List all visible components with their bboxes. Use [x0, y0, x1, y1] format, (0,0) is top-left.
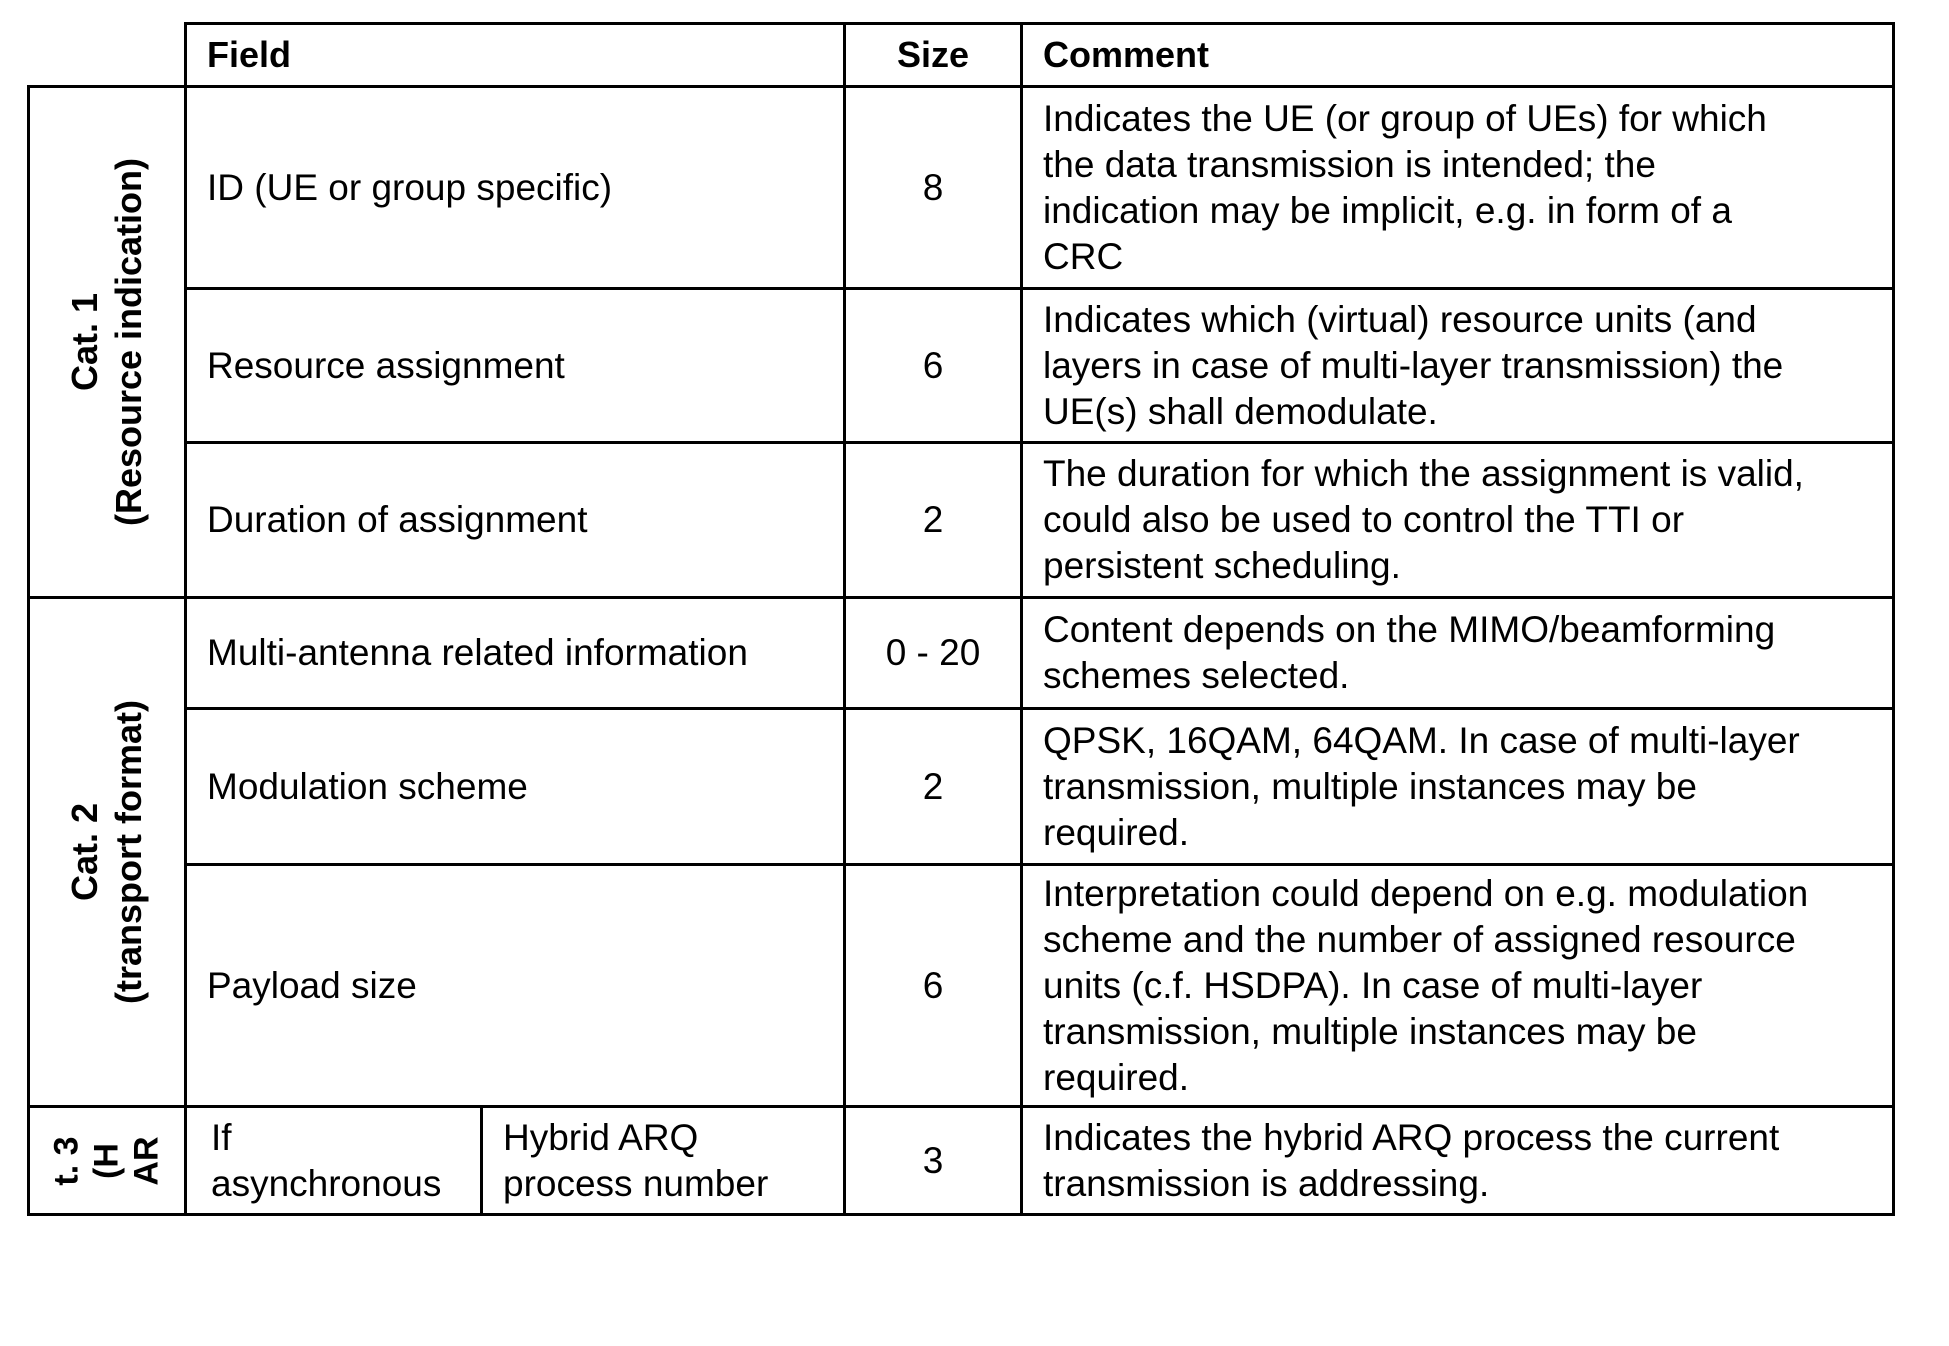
row-7-condition	[184, 1105, 483, 1216]
row-5-size	[843, 707, 1023, 866]
row-4-size	[843, 596, 1023, 710]
field-name: Multi-antenna related information	[207, 632, 748, 673]
row-2-comment	[1020, 287, 1895, 444]
field-name: Duration of assignment	[207, 499, 588, 540]
field-size: 3	[922, 1139, 944, 1181]
field-comment: The duration for which the assignment is valid, could also be used to control the TTI or persistent scheduling.	[1043, 453, 1804, 586]
row-5-comment	[1020, 707, 1895, 866]
row-2-size	[843, 287, 1023, 444]
field-size: 0 - 20	[885, 632, 981, 673]
row-7-comment	[1020, 1105, 1895, 1216]
field-size: 2	[922, 499, 944, 540]
header-field	[184, 22, 846, 88]
field-comment: Indicates which (virtual) resource units (and layers in case of multi-layer transmission) the UE(s) shall demodulate.	[1043, 298, 1784, 432]
row-3-field	[184, 441, 846, 599]
field-comment: QPSK, 16QAM, 64QAM. In case of multi-layer transmission, multiple instances may be required.	[1043, 719, 1800, 853]
row-5-field	[184, 707, 846, 866]
row-1-comment	[1020, 85, 1895, 290]
category-2-cell	[27, 596, 187, 1108]
category-3-label: t. 3 (H AR	[48, 1135, 166, 1186]
field-comment: Interpretation could depend on e.g. modulation scheme and the number of assigned resource units (c.f. HSDPA). In case of multi-layer transmission, multiple instances may be required.	[1043, 872, 1809, 1098]
field-size: 6	[922, 344, 944, 386]
row-7-size	[843, 1105, 1023, 1216]
header-field-label: Field	[207, 34, 292, 75]
category-3-cell	[27, 1105, 187, 1216]
row-4-field	[184, 596, 846, 710]
row-7-field	[480, 1105, 846, 1216]
field-condition: If asynchronous	[211, 1116, 442, 1204]
field-name: ID (UE or group specific)	[207, 166, 613, 208]
row-1-field	[184, 85, 846, 290]
field-name: Resource assignment	[207, 344, 565, 386]
field-name: Modulation scheme	[207, 765, 528, 807]
row-2-field	[184, 287, 846, 444]
row-4-comment	[1020, 596, 1895, 710]
header-size	[843, 22, 1023, 88]
field-comment: Indicates the UE (or group of UEs) for which the data transmission is intended; the indication may be implicit, e.g. in form of a CRC	[1043, 97, 1767, 277]
header-size-label: Size	[896, 34, 970, 75]
field-name: Payload size	[207, 964, 417, 1006]
row-6-size	[843, 863, 1023, 1108]
header-comment-label: Comment	[1043, 34, 1210, 75]
field-comment: Indicates the hybrid ARQ process the current transmission is addressing.	[1043, 1116, 1780, 1204]
row-3-size	[843, 441, 1023, 599]
category-2-label: Cat. 2 (transport format)	[64, 700, 149, 1004]
row-6-field	[184, 863, 846, 1108]
header-comment	[1020, 22, 1895, 88]
field-size: 6	[922, 964, 944, 1006]
row-3-comment	[1020, 441, 1895, 599]
category-1-label: Cat. 1 (Resource indication)	[64, 157, 149, 527]
row-1-size	[843, 85, 1023, 290]
field-size: 8	[922, 166, 944, 208]
category-1-cell	[27, 85, 187, 599]
field-size: 2	[922, 765, 944, 807]
field-comment: Content depends on the MIMO/beamforming schemes selected.	[1043, 609, 1776, 696]
field-name: Hybrid ARQ process number	[503, 1116, 769, 1204]
row-6-comment	[1020, 863, 1895, 1108]
